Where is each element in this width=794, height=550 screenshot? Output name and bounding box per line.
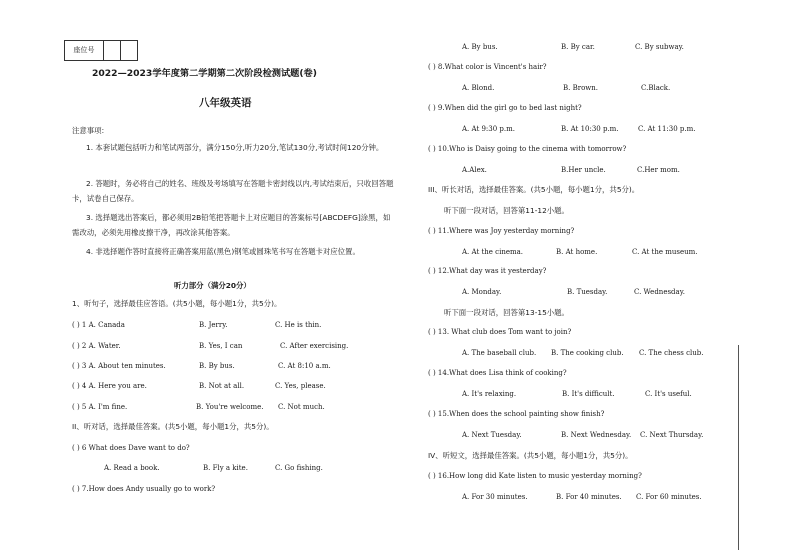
option-c: C.Her mom. (637, 166, 680, 174)
section-3-instruction-b: 听下面一段对话，回答第13-15小题。 (444, 308, 569, 317)
option-a: A. Monday. (462, 288, 502, 296)
note-4: 4. 非选择题作答时直接将正确答案用蓝(黑色)钢笔或圆珠笔书写在答题卡对应位置。 (86, 247, 360, 256)
listening-heading: 听力部分（满分20分） (174, 281, 251, 290)
option-b: B. By car. (561, 43, 595, 51)
option-c: C. For 60 minutes. (636, 493, 702, 501)
note-1: 1. 本套试题包括听力和笔试两部分，满分150分,听力20分,笔试130分,考试时间120分钟。 (86, 143, 384, 152)
option-c: C. It's useful. (645, 390, 692, 398)
option-b: B.Her uncle. (561, 166, 606, 174)
question-stem: ( ) 4 A. Here you are. (72, 382, 147, 390)
question-stem: ( ) 3 A. About ten minutes. (72, 362, 166, 370)
option-b: B. It's difficult. (562, 390, 615, 398)
question-stem: ( ) 15.When does the school painting show finish? (428, 410, 605, 418)
option-a: A. Blond. (462, 84, 495, 92)
note-2: 2. 答题时，务必将自己的姓名、班级及考场填写在答题卡密封线以内,考试结束后，只收回答题卡，试卷自己保存。 (72, 179, 394, 203)
seat-number-box (64, 40, 138, 61)
option-b: B. For 40 minutes. (556, 493, 622, 501)
option-b: B. Jerry. (199, 321, 228, 329)
exam-title: 2022—2023学年度第二学期第二次阶段检测试题(卷) (92, 68, 317, 79)
option-c: C. The chess club. (639, 349, 704, 357)
question-stem: ( ) 16.How long did Kate listen to music yesterday morning? (428, 472, 642, 480)
question-stem: ( ) 9.When did the girl go to bed last night? (428, 104, 582, 112)
option-c: C. By subway. (635, 43, 684, 51)
option-c: C. He is thin. (275, 321, 322, 329)
question-stem: ( ) 6 What does Dave want to do? (72, 444, 190, 452)
option-b: B. Tuesday. (567, 288, 608, 296)
option-a: A. Next Tuesday. (462, 431, 522, 439)
option-c: C. At 8:10 a.m. (278, 362, 331, 370)
option-b: B. At home. (556, 248, 598, 256)
option-a: A.Alex. (462, 166, 487, 174)
question-stem: ( ) 2 A. Water. (72, 342, 121, 350)
option-b: B. By bus. (199, 362, 235, 370)
question-stem: ( ) 8.What color is Vincent's hair? (428, 63, 547, 71)
option-b: B. Yes, I can (199, 342, 243, 350)
seat-number-label: 座位号 (65, 41, 104, 60)
option-c: C. Not much. (278, 403, 325, 411)
question-stem: ( ) 1 A. Canada (72, 321, 125, 329)
question-stem: ( ) 13. What club does Tom want to join? (428, 328, 572, 336)
question-stem: ( ) 11.Where was Joy yesterday morning? (428, 227, 575, 235)
option-a: A. For 30 minutes. (462, 493, 528, 501)
option-c: C. Wednesday. (634, 288, 685, 296)
option-a: A. The baseball club. (462, 349, 537, 357)
option-c: C.Black. (641, 84, 671, 92)
option-c: C. At the museum. (632, 248, 698, 256)
option-b: B. Brown. (563, 84, 599, 92)
note-3: 3. 选择题选出答案后，都必须用2B铅笔把答题卡上对应题目的答案标号[ABCDEFG]涂黑，如需改动，必须先用橡皮擦干净，再改涂其他答案。 (72, 213, 391, 237)
option-b: B. You're welcome. (196, 403, 264, 411)
option-c: C. Go fishing. (275, 464, 323, 472)
option-a: A. Read a book. (104, 464, 160, 472)
question-stem: ( ) 14.What does Lisa think of cooking? (428, 369, 567, 377)
option-a: A. By bus. (462, 43, 498, 51)
option-a: A. At 9:30 p.m. (462, 125, 515, 133)
question-stem: ( ) 12.What day was it yesterday? (428, 267, 547, 275)
option-b: B. Next Wednesday. (561, 431, 632, 439)
section-1-heading: 1、听句子，选择最佳应答语。(共5小题，每小题1分，共5分)。 (72, 299, 282, 308)
question-stem: ( ) 5 A. I'm fine. (72, 403, 128, 411)
option-b: B. Fly a kite. (203, 464, 248, 472)
option-c: C. At 11:30 p.m. (638, 125, 696, 133)
section-3-heading: III、听长对话，选择最佳答案。(共5小题，每小题1分，共5分)。 (428, 185, 640, 194)
option-b: B. Not at all. (199, 382, 245, 390)
binding-margin-line (738, 345, 739, 550)
option-c: C. Next Thursday. (640, 431, 704, 439)
section-4-heading: IV、听短文，选择最佳答案。(共5小题，每小题1分，共5分)。 (428, 451, 633, 460)
section-2-heading: II、听对话，选择最佳答案。(共5小题，每小题1分，共5分)。 (72, 422, 274, 431)
option-c: C. After exercising. (280, 342, 349, 350)
exam-subtitle: 八年级英语 (199, 97, 252, 109)
option-a: A. It's relaxing. (462, 390, 517, 398)
seat-number-cell (104, 41, 121, 60)
question-stem: ( ) 10.Who is Daisy going to the cinema with tomorrow? (428, 145, 627, 153)
notes-heading: 注意事项: (72, 126, 105, 135)
seat-number-cell (121, 41, 137, 60)
option-b: B. The cooking club. (551, 349, 624, 357)
option-c: C. Yes, please. (275, 382, 326, 390)
option-b: B. At 10:30 p.m. (561, 125, 619, 133)
section-3-instruction-a: 听下面一段对话，回答第11-12小题。 (444, 206, 569, 215)
option-a: A. At the cinema. (462, 248, 524, 256)
question-stem: ( ) 7.How does Andy usually go to work? (72, 485, 216, 493)
